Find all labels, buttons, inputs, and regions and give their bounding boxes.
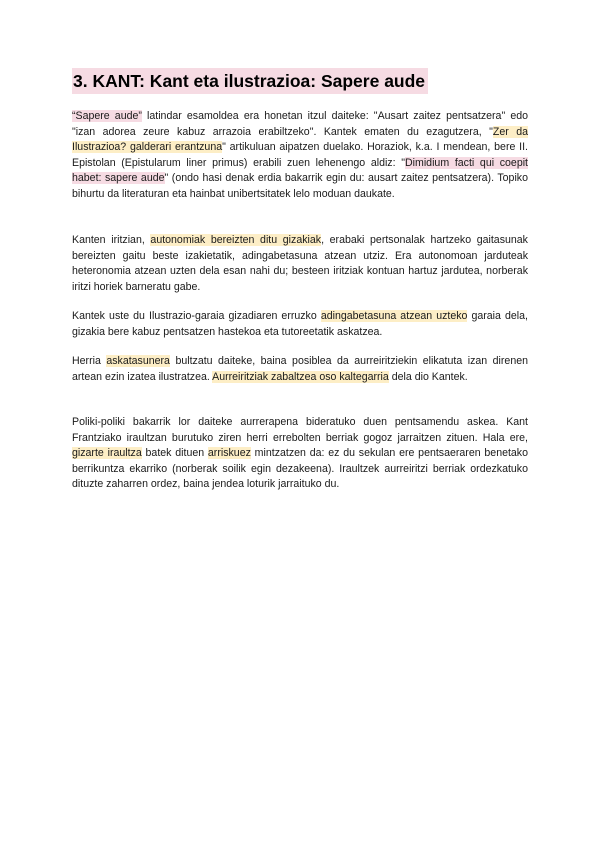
highlight-freedom: askatasunera — [106, 355, 170, 367]
paragraph-sapere-aude — [72, 109, 528, 202]
highlight-horace-quote: Dimidium facti qui coepit habet: sapere aude — [72, 156, 529, 184]
section-heading: 3. KANT: Kant eta ilustrazioa: Sapere aude — [72, 68, 428, 94]
paragraph-text: Herria — [72, 355, 107, 367]
paragraph-text: dela dio Kantek. — [388, 370, 468, 383]
highlight-autonomy: autonomiak bereizten ditu gizakiak — [150, 234, 322, 246]
paragraph-text: bultzatu daiteke, baina posiblea da aurreiritziekin elikatuta izan direnen artean ezin izatea ilustratzea. — [72, 355, 528, 383]
highlight-leave-immaturity: adingabetasuna atzean uzteko — [320, 310, 468, 322]
highlight-prejudices: Aurreiritziak zabaltzea oso kaltegarria — [212, 370, 389, 383]
paragraph-text: " (ondo hasi denak erdia bakarrik egin du: ausart zaitez pentsatzera). Topiko bihurtu da literaturan eta hainbat unibertsitatek lelo moduan daukate. — [72, 172, 528, 200]
paragraph-enlightenment-age — [72, 309, 528, 340]
paragraph-text: garaia dela, gizakia bere kabuz pentsatzen hastekoa eta tutoreetatik askatzea. — [72, 310, 528, 338]
highlight-article-title: Zer da Ilustrazioa? galderari erantzuna — [72, 125, 528, 153]
paragraph-text: Kanten iritzian, — [72, 234, 151, 246]
paragraph-text: " artikuluan aipatzen duelako. Horaziok, k.a. I mendean, bere II. Epistolan (Epistularum liner primus) erabili zuen lehenengo aldiz: " — [72, 141, 528, 169]
highlight-sapere-aude: “Sapere aude” — [72, 110, 142, 122]
paragraph-text: , erabaki pertsonalak hartzeko gaitasunak bereizten gaitu beste izakietatik, adingabetasuna atzean utziz. Era autonomoan jarduteak heteronomia atzean uzten dela esan nahi du; besteen iritziak kontuan hartuz jardutea, norberak iritzi horiek barneratu gabe. — [72, 234, 528, 293]
paragraph-text: latindar esamoldea era honetan itzul daiteke: "Ausart zaitez pentsatzera" edo "izan adorea zeure kabuz arrazoia erabiltzeko". Kantek ematen du ezagutzera, " — [72, 110, 528, 138]
paragraph-freedom — [72, 354, 528, 385]
highlight-social-revolution: gizarte iraultza — [72, 447, 142, 459]
paragraph-text: batek dituen — [141, 447, 208, 459]
paragraph-autonomy — [72, 233, 528, 295]
highlight-risks: arriskuez — [207, 447, 251, 459]
paragraph-text: Poliki-poliki bakarrik lor daiteke aurrerapena bideratuko duen pentsamendu askea. Kant Frantziako iraultzan burutuko ziren herri errebolten berriak gogoz jarraitzen zituen. Hala ere, — [72, 416, 528, 444]
paragraph-text: mintzatzen da: ez du sekulan ere pentsaeraren benetako berrikuntza ekarriko (norberak soilik egin dezakeena). Iraultzek aurreiritzi berriak ordezkatuko dituzte zaharren ordez, baina jendea loturik jarraituko du. — [72, 447, 528, 490]
paragraph-text: Kantek uste du Ilustrazio-garaia gizadiaren erruzko — [72, 310, 321, 322]
paragraph-revolution — [72, 415, 528, 493]
